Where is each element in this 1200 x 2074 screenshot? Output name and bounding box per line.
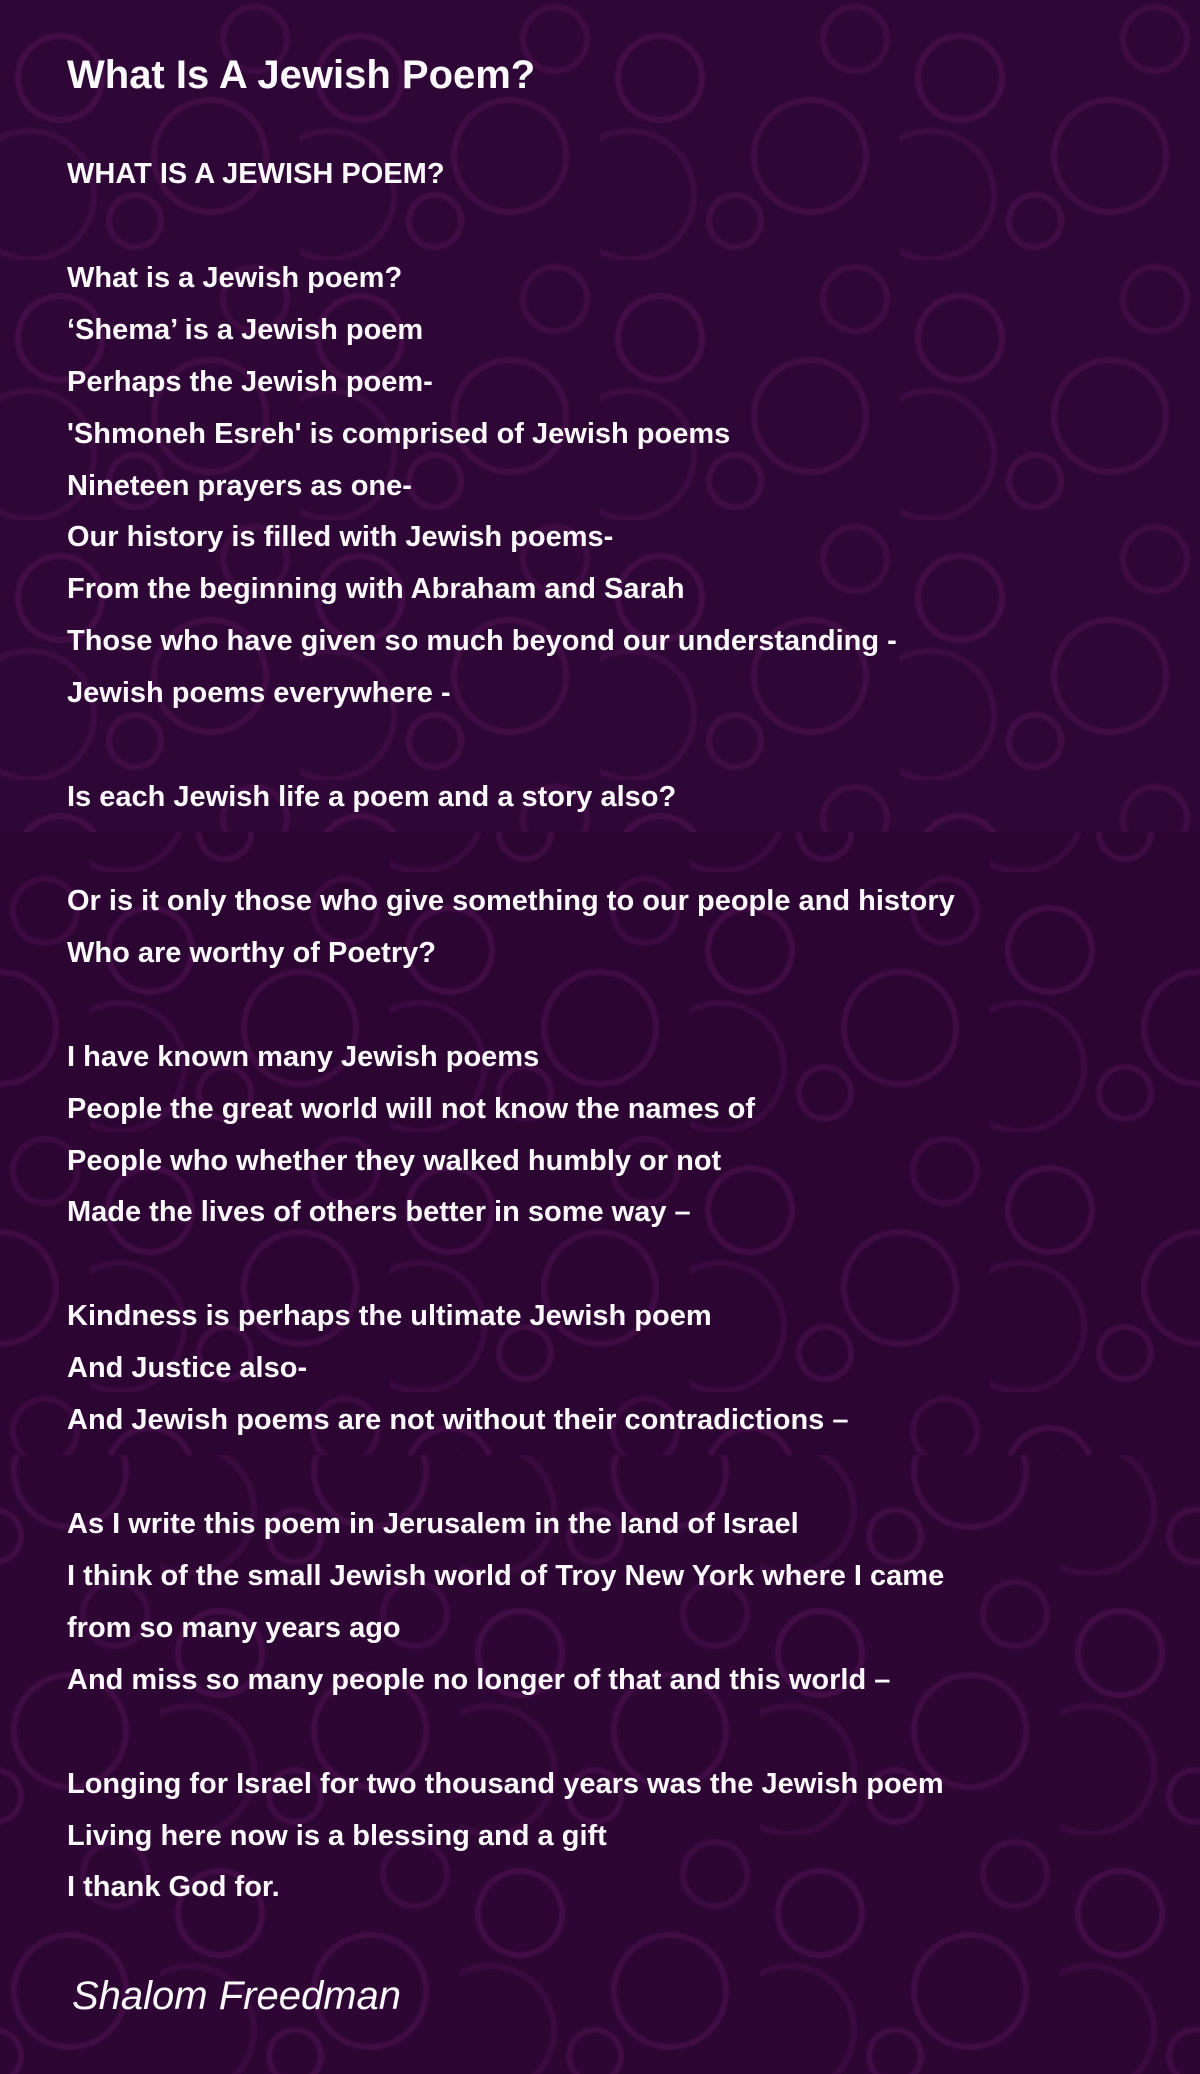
poem-body xyxy=(67,149,955,1914)
poem-line: And Jewish poems are not without their contradictions – xyxy=(67,1404,849,1437)
poem-line: From the beginning with Abraham and Sarah xyxy=(67,573,685,606)
poem-heading: WHAT IS A JEWISH POEM? xyxy=(67,158,445,190)
poem-line: And miss so many people no longer of that and this world – xyxy=(67,1663,891,1696)
poem-line: Nineteen prayers as one- xyxy=(67,469,412,502)
poem-line: 'Shmoneh Esreh' is comprised of Jewish poems xyxy=(67,417,731,450)
author-name: Shalom Freedman xyxy=(72,1974,402,2018)
poem-line: Is each Jewish life a poem and a story also? xyxy=(67,781,677,814)
blank-line xyxy=(67,1447,955,1499)
blank-line xyxy=(67,824,955,876)
poem-line: People the great world will not know the names of xyxy=(67,1092,756,1125)
poem-line: Or is it only those who give something to our people and history xyxy=(67,884,955,917)
poem-line: I thank God for. xyxy=(67,1871,280,1904)
poem-line: What is a Jewish poem? xyxy=(67,261,403,294)
blank-line xyxy=(67,980,955,1032)
poem-line: Longing for Israel for two thousand years was the Jewish poem xyxy=(67,1767,944,1800)
poem-line: from so many years ago xyxy=(67,1611,401,1644)
poem-title: What Is A Jewish Poem? xyxy=(67,53,536,97)
blank-line xyxy=(67,1239,955,1291)
poem-line: Made the lives of others better in some way – xyxy=(67,1196,691,1229)
poem-line: People who whether they walked humbly or not xyxy=(67,1144,722,1177)
poem-line: Our history is filled with Jewish poems- xyxy=(67,521,614,554)
poem-line: As I write this poem in Jerusalem in the land of Israel xyxy=(67,1507,799,1540)
poem-line: And Justice also- xyxy=(67,1352,308,1385)
poem-line: Who are worthy of Poetry? xyxy=(67,936,436,969)
poem-line: Those who have given so much beyond our understanding - xyxy=(67,625,897,658)
poem-line: Jewish poems everywhere - xyxy=(67,677,451,710)
poem-line: Kindness is perhaps the ultimate Jewish poem xyxy=(67,1300,712,1333)
blank-line xyxy=(67,201,955,253)
blank-line xyxy=(67,1707,955,1759)
poem-line: I have known many Jewish poems xyxy=(67,1040,540,1073)
poem-line: I think of the small Jewish world of Troy New York where I came xyxy=(67,1559,945,1592)
poem-line: Living here now is a blessing and a gift xyxy=(67,1819,607,1852)
blank-line xyxy=(67,720,955,772)
poem-line: Perhaps the Jewish poem- xyxy=(67,365,433,398)
poem-line: ‘Shema’ is a Jewish poem xyxy=(67,313,424,346)
